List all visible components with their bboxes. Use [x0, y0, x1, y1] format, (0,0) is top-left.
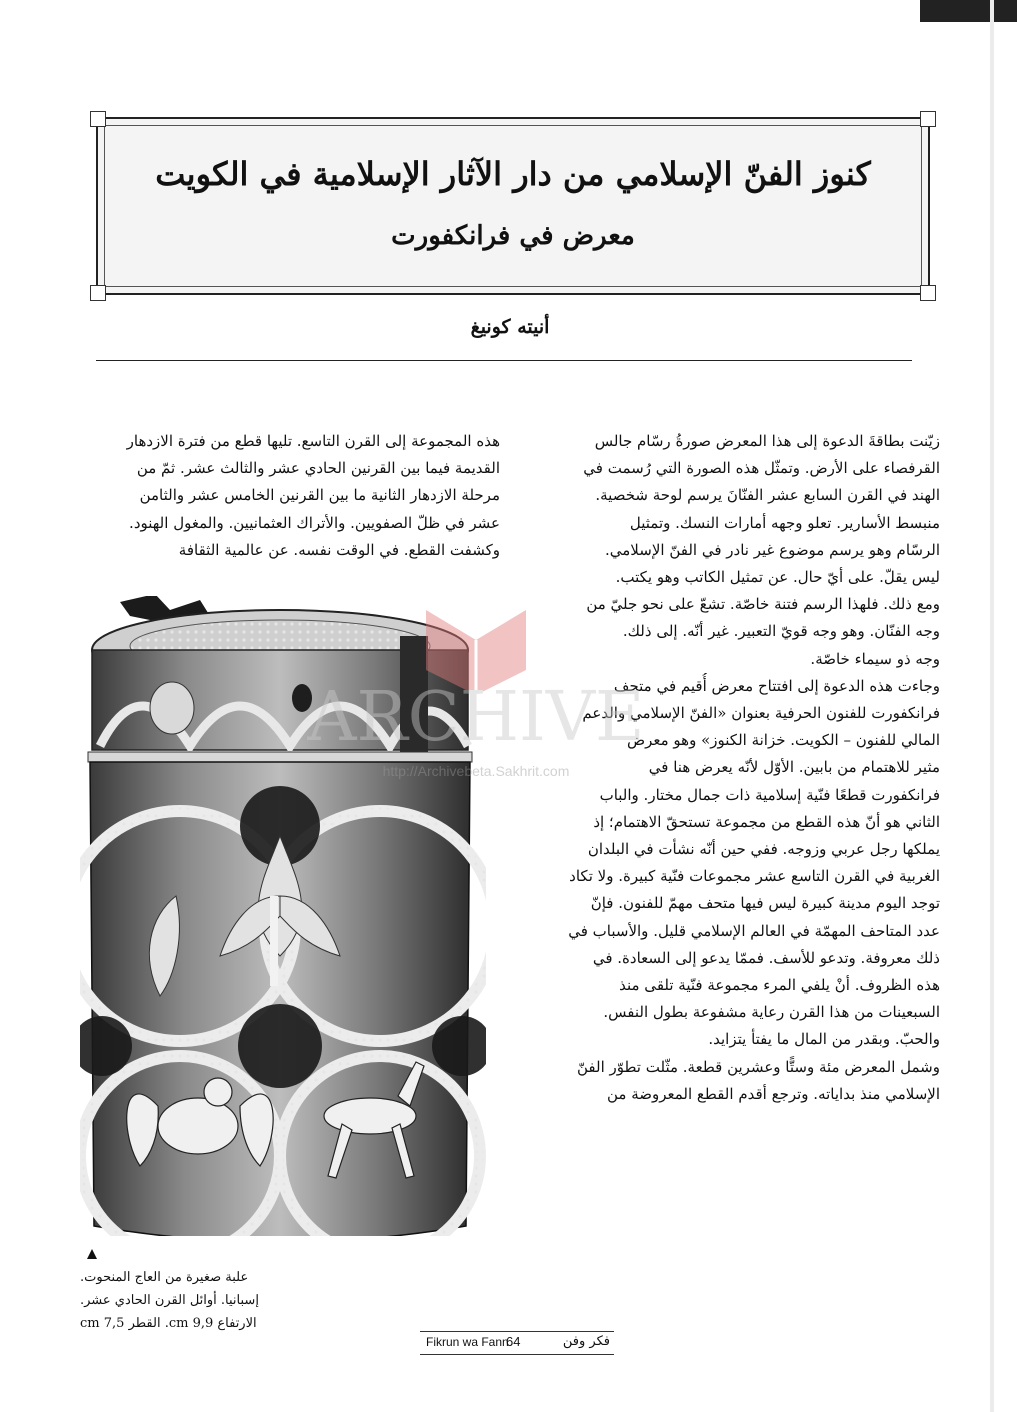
text-line: الثاني هو أنّ هذه القطع من مجموعة تستحقّ الاهتمام؛ إذ — [593, 812, 940, 831]
text-line: ليس يقلّ. على أيّ حال. عن تمثيل الكاتب وهو يكتب. — [615, 568, 940, 587]
frame-corner — [90, 111, 106, 127]
photo-caption — [80, 1266, 400, 1335]
text-line: وجه ذو سيماء خاصّة. — [810, 649, 940, 668]
text-line: السبعينات من هذا القرن رعاية مشفوعة بطول النفس. — [603, 1003, 940, 1022]
article-title: كنوز الفنّ الإسلامي من دار الآثار الإسلامية في الكويت — [155, 155, 871, 193]
text-line: وجه الفنّان. وهو وجه قويّ التعبير. غير أنّه. إلى ذلك. — [622, 622, 940, 641]
caption-line: إسبانيا. أوائل القرن الحادي عشر. — [80, 1293, 259, 1308]
caption-line: الارتفاع 9,9 cm. القطر 7,5 cm — [80, 1316, 257, 1331]
text-line: القرفصاء على الأرض. وتمثّل هذه الصورة التي رُسمت في — [583, 459, 940, 478]
magazine-name-ar: فكر وفن — [562, 1334, 610, 1349]
text-column-right — [520, 428, 940, 1108]
scan-corner-mark — [920, 0, 1017, 22]
text-line: فرانكفورت قطعًا فنّية إسلامية ذات جمال مختار. والباب — [599, 785, 940, 804]
text-line: الرسّام وهو يرسم موضوع غير نادر في الفنّ الإسلامي. — [605, 540, 940, 559]
text-line: فرانكفورت للفنون الحرفية بعنوان «الفنّ الإسلامي والدعم — [582, 704, 940, 723]
text-line: الغربية في القرن التاسع عشر مجموعات فنّية كبيرة. ولا تكاد — [569, 867, 940, 886]
text-line: ذلك معروفة. وتدعو للأسف. فممّا يدعو إلى السعادة. في — [592, 948, 940, 967]
text-line: ومع ذلك. فلهذا الرسم فتنة خاصّة. تشعّ على نحو جليّ من — [586, 595, 940, 614]
title-frame — [96, 117, 930, 295]
text-line: الهند في القرن السابع عشر الفنّانَ يرسم لوحة شخصية. — [595, 486, 940, 505]
text-line: المالي للفنون – الكويت. خزانة الكنوز» وهو معرض — [626, 731, 940, 750]
text-line: عدد المتاحف المهمّة في العالم الإسلامي قليل. والأسباب في — [568, 921, 940, 940]
ivory-box-photo — [80, 596, 486, 1236]
caption-line: علبة صغيرة من العاج المنحوت. — [80, 1270, 249, 1285]
text-line: مثير للاهتمام من بابين. الأوّل لأنّه يعرض هنا في — [648, 758, 940, 777]
text-line: توجد اليوم مدينة كبيرة ليس فيها متحف مهمّ للفنون. فإنّ — [590, 894, 940, 913]
page-footer — [420, 1331, 614, 1355]
triangle-up-icon — [86, 1248, 98, 1260]
text-line: عشر في ظلّ الصفويين. والأتراك العثمانيين. والمغول الهنود. — [129, 513, 500, 532]
text-line: وكشفت القطع. في الوقت نفسه. عن عالمية الثقافة — [178, 540, 500, 559]
scan-edge-shadow — [990, 0, 994, 1412]
text-column-left — [80, 428, 500, 564]
author-name: أنيته كونيغ — [470, 316, 550, 338]
magazine-name-en: Fikrun wa Fann — [426, 1335, 509, 1349]
page-number: 64 — [506, 1334, 521, 1349]
text-line: وشمل المعرض مئة وستًّا وعشرين قطعة. مثّلت تطوّر الفنّ — [577, 1057, 940, 1076]
watermark-url: http://Archivebeta.Sakhrit.com — [382, 763, 570, 779]
author-divider — [96, 360, 912, 361]
text-line: الإسلامي منذ بداياته. وترجع أقدم القطع المعروضة من — [607, 1084, 940, 1103]
text-line: مرحلة الازدهار الثانية ما بين القرنين الخامس عشر والثامن — [139, 486, 500, 505]
text-line: زيّنت بطاقةَ الدعوة إلى هذا المعرض صورةُ رسّام جالس — [594, 432, 940, 450]
text-line: القديمة فيما بين القرنين الحادي عشر والثالث عشر. ثمّ من — [136, 459, 500, 478]
text-line: وجاءت هذه الدعوة إلى افتتاح معرض أُقيم في متحف — [613, 676, 940, 695]
frame-corner — [90, 285, 106, 301]
frame-corner — [920, 285, 936, 301]
text-line: يملكها رجل عربي وزوجه. ففي حين أنّه نشأت في البلدان — [587, 840, 940, 859]
frame-corner — [920, 111, 936, 127]
article-subtitle: معرض في فرانكفورت — [391, 221, 635, 251]
text-line: هذه المجموعة إلى القرن التاسع. تليها قطع من فترة الازدهار — [126, 432, 500, 450]
watermark-text: ARCHIVE — [307, 678, 645, 757]
text-line: والحبّ. وبقدر من المال ما يفتأ يتزايد. — [708, 1030, 940, 1049]
text-line: منبسط الأسارير. تعلو وجهه أمارات النسك. وتمثيل — [629, 513, 940, 532]
text-line: هذه الظروف. أنْ يلفي المرء مجموعة فنّية تلقى منذ — [619, 976, 940, 995]
